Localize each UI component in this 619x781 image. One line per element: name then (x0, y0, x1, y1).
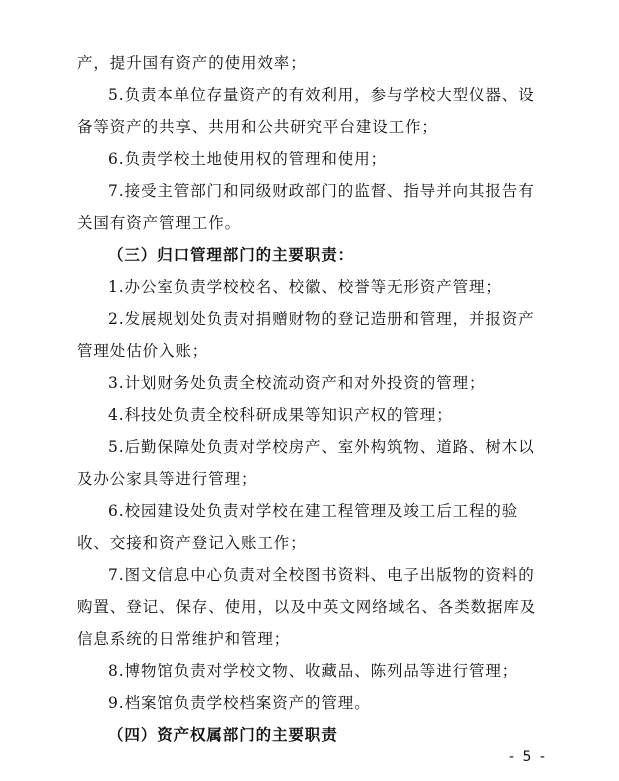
paragraph-line: 3.计划财务处负责全校流动资产和对外投资的管理； (108, 374, 486, 392)
paragraph-line: 7.接受主管部门和同级财政部门的监督、指导并向其报告有 (108, 182, 535, 200)
paragraph-line: 管理处估价入账； (77, 342, 209, 360)
paragraph-line: 4.科技处负责全校科研成果等知识产权的管理； (108, 406, 453, 424)
paragraph-line: 7.图文信息中心负责对全校图书资料、电子出版物的资料的 (108, 566, 535, 584)
paragraph-line: 购置、登记、保存、使用，以及中英文网络域名、各类数据库及 (77, 598, 537, 616)
paragraph-line: 产，提升国有资产的使用效率； (77, 54, 307, 72)
paragraph-line: 1.办公室负责学校校名、校徽、校誉等无形资产管理； (108, 278, 502, 296)
paragraph-line: 9.档案馆负责学校档案资产的管理。 (108, 694, 371, 712)
section-heading: （三）归口管理部门的主要职责： (108, 245, 355, 264)
paragraph-line: 收、交接和资产登记入账工作； (77, 534, 307, 552)
page-number: - 5 - (509, 749, 547, 765)
section-heading: （四）资产权属部门的主要职责 (108, 725, 338, 744)
paragraph-line: 2.发展规划处负责对捐赠财物的登记造册和管理，并报资产 (108, 310, 535, 328)
paragraph-line: 关国有资产管理工作。 (77, 214, 242, 232)
paragraph-line: 及办公家具等进行管理； (77, 470, 258, 488)
paragraph-line: 5.后勤保障处负责对学校房产、室外构筑物、道路、树木以 (108, 438, 535, 456)
paragraph-line: 信息系统的日常维护和管理； (77, 630, 291, 648)
paragraph-line: 备等资产的共享、共用和公共研究平台建设工作； (77, 118, 438, 136)
paragraph-line: 5.负责本单位存量资产的有效利用，参与学校大型仪器、设 (108, 86, 535, 104)
paragraph-line: 6.负责学校土地使用权的管理和使用； (108, 150, 387, 168)
paragraph-line: 6.校园建设处负责对学校在建工程管理及竣工后工程的验 (108, 502, 519, 520)
paragraph-line: 8.博物馆负责对学校文物、收藏品、陈列品等进行管理； (108, 662, 519, 680)
